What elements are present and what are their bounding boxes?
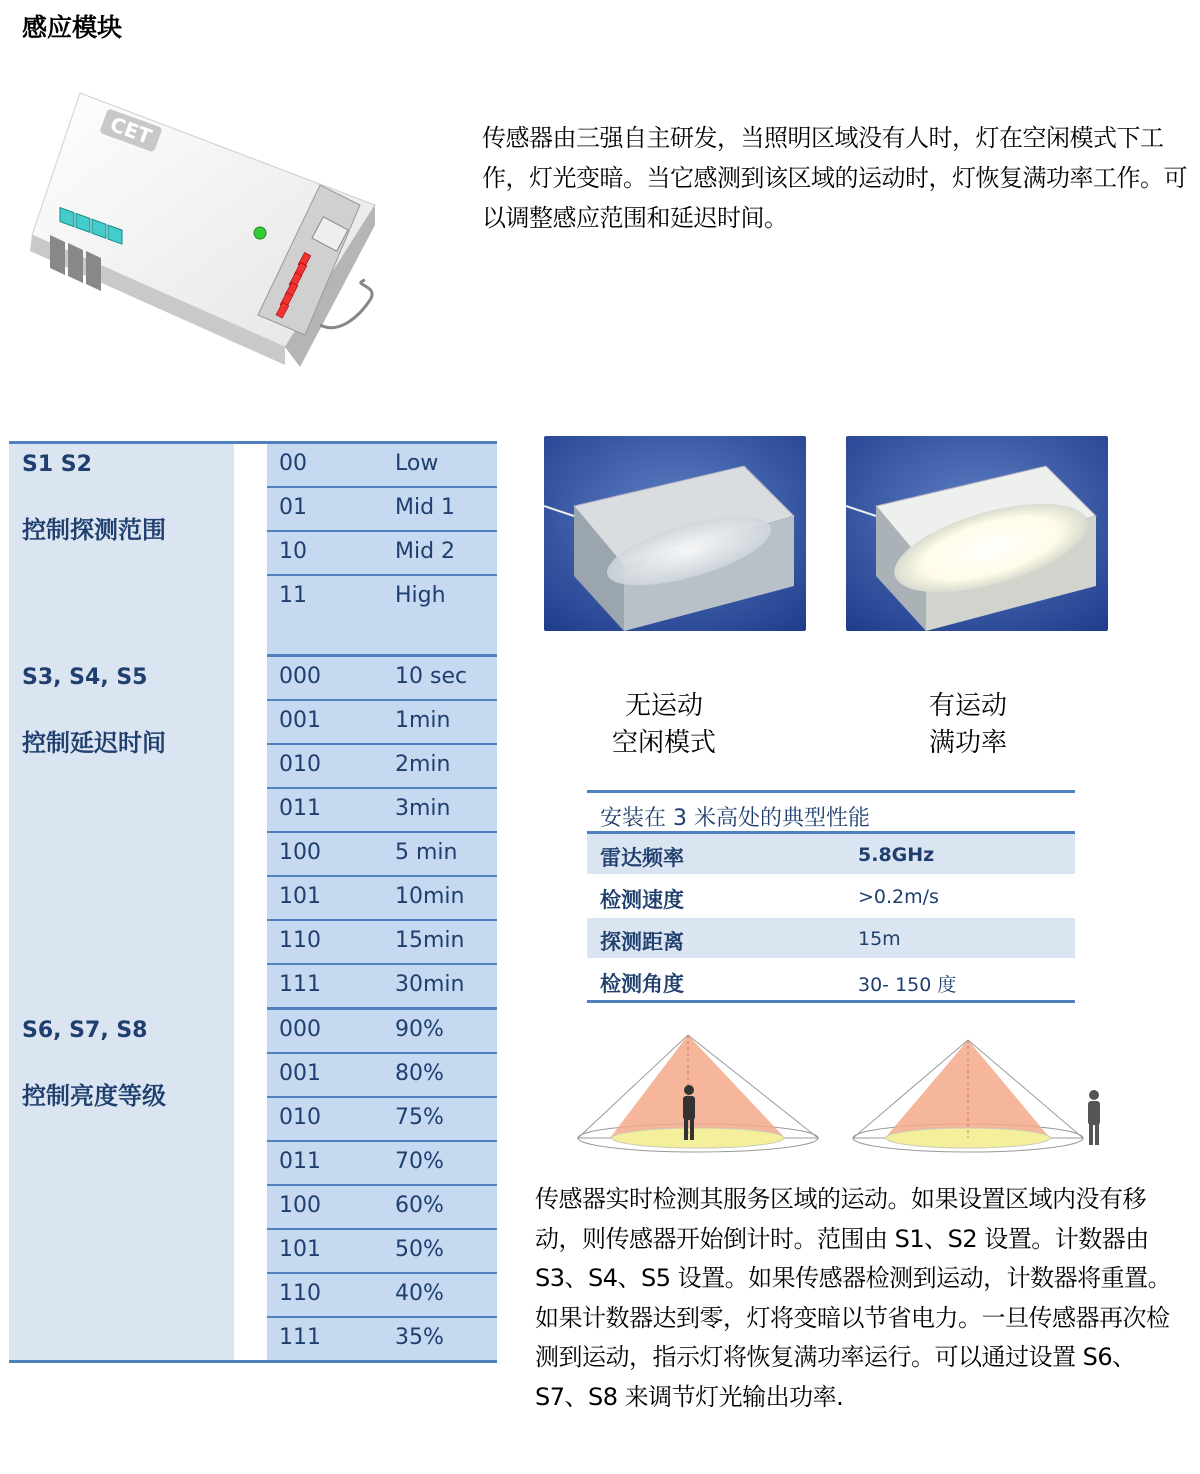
operation-description: 传感器实时检测其服务区域的运动。如果设置区域内没有移动，则传感器开始倒计时。范围由 S1、S2 设置。计数器由 S3、S4、S5 设置。如果传感器检测到运动，计数器将重置。如果计数器达到零，灯将变暗以节省电力。一旦传感器再次检测到运动，指示灯将恢复满功率运行。可以通过设置 S6、S7、S8 来调节灯光输出功率. [535,1185,1172,1411]
detection-cone-person-outside [850,1035,1110,1155]
table-row: 010 2min [267,745,497,789]
table-row: 111 35% [267,1318,497,1363]
table-row: 101 10min [267,877,497,921]
switch-description: 控制亮度等级 [22,1082,166,1110]
range-group [9,441,497,657]
table-row: 110 40% [267,1274,497,1318]
table-row: 001 80% [267,1054,497,1098]
table-row: 000 10 sec [267,657,497,701]
table-row: 011 70% [267,1142,497,1186]
full-power-light-photo [846,436,1108,631]
table-row: 00 Low [267,444,497,488]
group-label [9,1010,234,1363]
sensor-module-image [20,85,380,375]
table-row: 000 90% [267,1010,497,1054]
table-row: 探测距离 15m [587,918,1075,960]
table-row: 011 3min [267,789,497,833]
table-row: 10 Mid 2 [267,532,497,576]
table-row: 100 5 min [267,833,497,877]
table-row: 雷达频率 5.8GHz [587,834,1075,876]
performance-table [587,790,1075,1003]
table-row: 11 High [267,576,497,657]
switch-description: 控制探测范围 [22,516,166,544]
switch-names: S6, S7, S8 [22,1018,148,1043]
full-power-caption: 有运动 满功率 [928,691,1007,758]
table-row: 001 1min [267,701,497,745]
detection-cone-person-inside [575,1030,825,1155]
group-label [9,444,234,657]
table-row: 01 Mid 1 [267,488,497,532]
brand-logo: CET [107,111,155,149]
table-row: 101 50% [267,1230,497,1274]
group-label [9,657,234,1010]
switch-settings-table [9,441,497,1363]
switch-description: 控制延迟时间 [22,729,166,757]
table-row: 010 75% [267,1098,497,1142]
delay-group [9,657,497,1010]
table-row: 100 60% [267,1186,497,1230]
idle-light-photo [544,436,806,631]
switch-names: S1 S2 [22,452,92,477]
table-row: 检测速度 >0.2m/s [587,876,1075,918]
brightness-group [9,1010,497,1363]
intro-text: 传感器由三强自主研发，当照明区域没有人时，灯在空闲模式下工作，灯光变暗。当它感测到该区域的运动时，灯恢复满功率工作。可以调整感应范围和延迟时间。 [482,124,1187,232]
table-row: 检测角度 30- 150 度 [587,960,1075,1000]
switch-names: S3, S4, S5 [22,665,148,690]
table-row: 111 30min [267,965,497,1010]
performance-title: 安装在 3 米高处的典型性能 [600,806,870,831]
page-title: 感应模块 [22,13,123,42]
idle-caption: 无运动 空闲模式 [611,691,716,758]
table-row: 110 15min [267,921,497,965]
